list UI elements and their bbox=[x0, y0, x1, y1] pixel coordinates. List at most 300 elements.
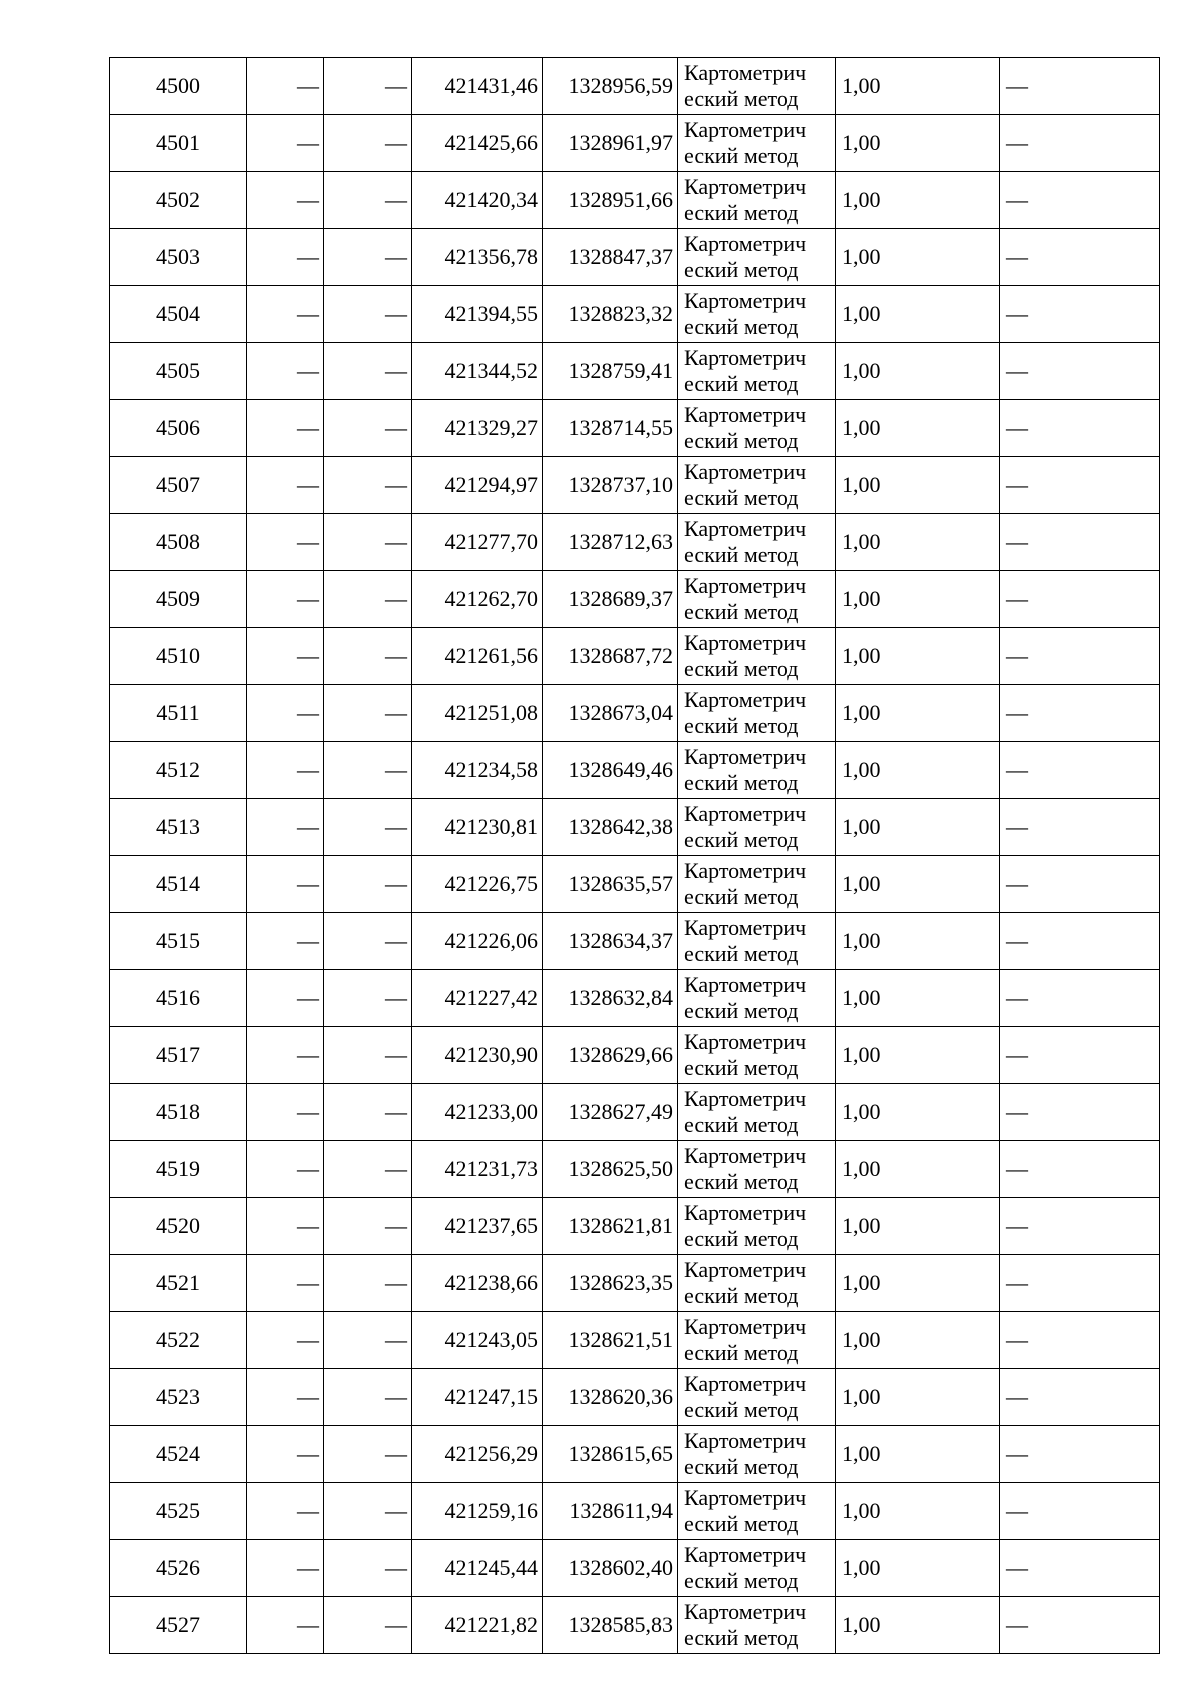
empty-dash: — bbox=[297, 244, 319, 269]
point-number: 4521 bbox=[156, 1270, 200, 1295]
point-number: 4517 bbox=[156, 1042, 200, 1067]
coordinate-y-cell bbox=[543, 400, 678, 457]
coordinate-y-cell bbox=[543, 571, 678, 628]
table-row bbox=[110, 571, 1160, 628]
coordinate-y-cell bbox=[543, 58, 678, 115]
coordinate-y-cell bbox=[543, 742, 678, 799]
empty-dash-cell bbox=[247, 799, 324, 856]
method-cell bbox=[678, 856, 836, 913]
coordinate-y-cell bbox=[543, 115, 678, 172]
coordinate-y-cell bbox=[543, 172, 678, 229]
empty-dash-cell bbox=[324, 1483, 412, 1540]
coordinate-x: 421233,00 bbox=[444, 1099, 538, 1124]
method-line-2: еский метод bbox=[684, 86, 799, 111]
coordinate-x-cell bbox=[412, 856, 543, 913]
empty-dash-cell bbox=[247, 571, 324, 628]
point-number-cell bbox=[110, 514, 247, 571]
empty-dash-cell bbox=[324, 1540, 412, 1597]
coordinate-y-cell bbox=[543, 970, 678, 1027]
method-line-1: Картометрич bbox=[684, 402, 807, 427]
coordinate-x: 421227,42 bbox=[444, 985, 538, 1010]
empty-dash-cell bbox=[1000, 856, 1160, 913]
accuracy: 1,00 bbox=[842, 985, 881, 1010]
coordinate-x: 421277,70 bbox=[444, 529, 538, 554]
point-number: 4510 bbox=[156, 643, 200, 668]
coordinate-x: 421231,73 bbox=[444, 1156, 538, 1181]
method-cell bbox=[678, 1255, 836, 1312]
empty-dash-cell bbox=[247, 1255, 324, 1312]
accuracy-cell bbox=[836, 1597, 1000, 1654]
empty-dash: — bbox=[1006, 187, 1028, 212]
method-line-1: Картометрич bbox=[684, 288, 807, 313]
accuracy-cell bbox=[836, 1426, 1000, 1483]
accuracy-cell bbox=[836, 1141, 1000, 1198]
point-number: 4520 bbox=[156, 1213, 200, 1238]
coordinate-y-cell bbox=[543, 286, 678, 343]
empty-dash: — bbox=[1006, 1555, 1028, 1580]
empty-dash: — bbox=[1006, 1042, 1028, 1067]
empty-dash: — bbox=[1006, 1441, 1028, 1466]
accuracy-cell bbox=[836, 1540, 1000, 1597]
accuracy-cell bbox=[836, 742, 1000, 799]
empty-dash: — bbox=[385, 1099, 407, 1124]
coordinate-y-cell bbox=[543, 1084, 678, 1141]
coordinate-y-cell bbox=[543, 1312, 678, 1369]
empty-dash: — bbox=[385, 529, 407, 554]
point-number: 4500 bbox=[156, 73, 200, 98]
accuracy: 1,00 bbox=[842, 700, 881, 725]
empty-dash-cell bbox=[247, 514, 324, 571]
point-number-cell bbox=[110, 286, 247, 343]
coordinate-x-cell bbox=[412, 1198, 543, 1255]
coordinate-x-cell bbox=[412, 1597, 543, 1654]
method-line-1: Картометрич bbox=[684, 231, 807, 256]
method-line-2: еский метод bbox=[684, 485, 799, 510]
coordinate-x-cell bbox=[412, 970, 543, 1027]
method-cell bbox=[678, 1312, 836, 1369]
accuracy: 1,00 bbox=[842, 472, 881, 497]
empty-dash: — bbox=[297, 301, 319, 326]
accuracy-cell bbox=[836, 400, 1000, 457]
point-number-cell bbox=[110, 1312, 247, 1369]
empty-dash: — bbox=[1006, 472, 1028, 497]
point-number: 4526 bbox=[156, 1555, 200, 1580]
empty-dash-cell bbox=[1000, 400, 1160, 457]
point-number: 4503 bbox=[156, 244, 200, 269]
coordinate-x: 421226,06 bbox=[444, 928, 538, 953]
coordinate-x: 421226,75 bbox=[444, 871, 538, 896]
empty-dash-cell bbox=[324, 172, 412, 229]
empty-dash: — bbox=[1006, 1270, 1028, 1295]
method-cell bbox=[678, 1141, 836, 1198]
empty-dash-cell bbox=[1000, 1597, 1160, 1654]
coordinate-x: 421234,58 bbox=[444, 757, 538, 782]
empty-dash: — bbox=[1006, 130, 1028, 155]
empty-dash-cell bbox=[324, 685, 412, 742]
accuracy: 1,00 bbox=[842, 1612, 881, 1637]
point-number: 4527 bbox=[156, 1612, 200, 1637]
coordinate-y: 1328635,57 bbox=[568, 871, 673, 896]
accuracy: 1,00 bbox=[842, 928, 881, 953]
method-line-1: Картометрич bbox=[684, 1371, 807, 1396]
method-cell bbox=[678, 1483, 836, 1540]
point-number-cell bbox=[110, 1483, 247, 1540]
empty-dash: — bbox=[385, 586, 407, 611]
table-row bbox=[110, 1312, 1160, 1369]
empty-dash-cell bbox=[247, 1597, 324, 1654]
empty-dash: — bbox=[385, 73, 407, 98]
point-number-cell bbox=[110, 229, 247, 286]
empty-dash-cell bbox=[247, 628, 324, 685]
empty-dash-cell bbox=[1000, 286, 1160, 343]
method-line-1: Картометрич bbox=[684, 1314, 807, 1339]
method-line-1: Картометрич bbox=[684, 573, 807, 598]
point-number-cell bbox=[110, 172, 247, 229]
coordinate-y-cell bbox=[543, 229, 678, 286]
accuracy: 1,00 bbox=[842, 1270, 881, 1295]
empty-dash: — bbox=[385, 244, 407, 269]
empty-dash-cell bbox=[247, 172, 324, 229]
point-number: 4506 bbox=[156, 415, 200, 440]
empty-dash-cell bbox=[247, 343, 324, 400]
empty-dash: — bbox=[297, 358, 319, 383]
method-cell bbox=[678, 514, 836, 571]
empty-dash: — bbox=[297, 586, 319, 611]
empty-dash: — bbox=[385, 187, 407, 212]
empty-dash: — bbox=[385, 1213, 407, 1238]
accuracy-cell bbox=[836, 343, 1000, 400]
empty-dash-cell bbox=[324, 58, 412, 115]
empty-dash-cell bbox=[324, 1027, 412, 1084]
coordinate-x: 421221,82 bbox=[444, 1612, 538, 1637]
method-cell bbox=[678, 1540, 836, 1597]
method-cell bbox=[678, 1369, 836, 1426]
empty-dash-cell bbox=[247, 856, 324, 913]
empty-dash-cell bbox=[1000, 172, 1160, 229]
empty-dash: — bbox=[297, 700, 319, 725]
accuracy-cell bbox=[836, 628, 1000, 685]
empty-dash-cell bbox=[247, 685, 324, 742]
accuracy: 1,00 bbox=[842, 871, 881, 896]
method-line-1: Картометрич bbox=[684, 459, 807, 484]
empty-dash-cell bbox=[324, 1255, 412, 1312]
coordinate-x: 421245,44 bbox=[444, 1555, 538, 1580]
empty-dash-cell bbox=[1000, 58, 1160, 115]
empty-dash-cell bbox=[1000, 913, 1160, 970]
method-line-1: Картометрич bbox=[684, 1086, 807, 1111]
method-line-2: еский метод bbox=[684, 1568, 799, 1593]
empty-dash-cell bbox=[1000, 1312, 1160, 1369]
coordinate-x-cell bbox=[412, 1255, 543, 1312]
method-cell bbox=[678, 685, 836, 742]
empty-dash: — bbox=[297, 1555, 319, 1580]
table-row bbox=[110, 742, 1160, 799]
method-line-1: Картометрич bbox=[684, 801, 807, 826]
accuracy: 1,00 bbox=[842, 643, 881, 668]
accuracy-cell bbox=[836, 913, 1000, 970]
point-number: 4525 bbox=[156, 1498, 200, 1523]
empty-dash: — bbox=[1006, 244, 1028, 269]
point-number: 4501 bbox=[156, 130, 200, 155]
empty-dash-cell bbox=[324, 913, 412, 970]
point-number: 4515 bbox=[156, 928, 200, 953]
coordinate-y: 1328673,04 bbox=[568, 700, 673, 725]
point-number-cell bbox=[110, 58, 247, 115]
method-line-2: еский метод bbox=[684, 827, 799, 852]
coordinate-y-cell bbox=[543, 1141, 678, 1198]
coordinate-x-cell bbox=[412, 457, 543, 514]
method-line-2: еский метод bbox=[684, 941, 799, 966]
empty-dash: — bbox=[297, 1270, 319, 1295]
accuracy: 1,00 bbox=[842, 1498, 881, 1523]
method-line-2: еский метод bbox=[684, 314, 799, 339]
empty-dash: — bbox=[385, 1441, 407, 1466]
empty-dash-cell bbox=[324, 1312, 412, 1369]
empty-dash-cell bbox=[1000, 1084, 1160, 1141]
coordinate-x-cell bbox=[412, 514, 543, 571]
method-cell bbox=[678, 1426, 836, 1483]
accuracy: 1,00 bbox=[842, 1441, 881, 1466]
coordinate-x-cell bbox=[412, 343, 543, 400]
coordinate-y: 1328642,38 bbox=[568, 814, 673, 839]
point-number: 4509 bbox=[156, 586, 200, 611]
coordinate-x-cell bbox=[412, 1141, 543, 1198]
coordinate-y: 1328649,46 bbox=[568, 757, 673, 782]
empty-dash-cell bbox=[1000, 571, 1160, 628]
empty-dash-cell bbox=[247, 1198, 324, 1255]
coordinate-y: 1328634,37 bbox=[568, 928, 673, 953]
accuracy: 1,00 bbox=[842, 1156, 881, 1181]
coordinate-y-cell bbox=[543, 1198, 678, 1255]
accuracy-cell bbox=[836, 1369, 1000, 1426]
coordinate-y: 1328615,65 bbox=[568, 1441, 673, 1466]
empty-dash: — bbox=[297, 928, 319, 953]
empty-dash-cell bbox=[1000, 970, 1160, 1027]
method-line-1: Картометрич bbox=[684, 1428, 807, 1453]
point-number-cell bbox=[110, 970, 247, 1027]
empty-dash: — bbox=[385, 928, 407, 953]
empty-dash-cell bbox=[324, 970, 412, 1027]
method-line-2: еский метод bbox=[684, 1226, 799, 1251]
method-line-2: еский метод bbox=[684, 542, 799, 567]
point-number-cell bbox=[110, 1369, 247, 1426]
empty-dash-cell bbox=[247, 457, 324, 514]
empty-dash: — bbox=[385, 472, 407, 497]
empty-dash: — bbox=[1006, 1498, 1028, 1523]
coordinate-x-cell bbox=[412, 1312, 543, 1369]
empty-dash-cell bbox=[324, 856, 412, 913]
accuracy-cell bbox=[836, 1084, 1000, 1141]
accuracy-cell bbox=[836, 970, 1000, 1027]
coordinate-y: 1328961,97 bbox=[568, 130, 673, 155]
accuracy-cell bbox=[836, 58, 1000, 115]
point-number-cell bbox=[110, 1027, 247, 1084]
empty-dash: — bbox=[1006, 928, 1028, 953]
coordinate-x-cell bbox=[412, 286, 543, 343]
empty-dash: — bbox=[1006, 1612, 1028, 1637]
point-number-cell bbox=[110, 400, 247, 457]
empty-dash: — bbox=[385, 700, 407, 725]
point-number-cell bbox=[110, 457, 247, 514]
method-cell bbox=[678, 286, 836, 343]
method-cell bbox=[678, 457, 836, 514]
point-number: 4504 bbox=[156, 301, 200, 326]
empty-dash: — bbox=[385, 1327, 407, 1352]
coordinate-x: 421420,34 bbox=[444, 187, 538, 212]
empty-dash-cell bbox=[324, 400, 412, 457]
empty-dash-cell bbox=[1000, 457, 1160, 514]
empty-dash-cell bbox=[1000, 115, 1160, 172]
empty-dash: — bbox=[297, 1441, 319, 1466]
empty-dash: — bbox=[1006, 1213, 1028, 1238]
coordinate-x-cell bbox=[412, 229, 543, 286]
coordinate-y: 1328712,63 bbox=[568, 529, 673, 554]
method-line-2: еский метод bbox=[684, 1112, 799, 1137]
empty-dash: — bbox=[1006, 1099, 1028, 1124]
empty-dash: — bbox=[297, 415, 319, 440]
empty-dash-cell bbox=[324, 115, 412, 172]
method-line-1: Картометрич bbox=[684, 345, 807, 370]
method-line-2: еский метод bbox=[684, 257, 799, 282]
empty-dash: — bbox=[1006, 700, 1028, 725]
coordinate-y: 1328687,72 bbox=[568, 643, 673, 668]
table-row bbox=[110, 628, 1160, 685]
empty-dash: — bbox=[385, 1555, 407, 1580]
method-line-1: Картометрич bbox=[684, 1143, 807, 1168]
method-line-1: Картометрич bbox=[684, 174, 807, 199]
empty-dash: — bbox=[297, 985, 319, 1010]
method-line-2: еский метод bbox=[684, 884, 799, 909]
table-row bbox=[110, 343, 1160, 400]
accuracy: 1,00 bbox=[842, 130, 881, 155]
empty-dash-cell bbox=[247, 742, 324, 799]
point-number: 4511 bbox=[156, 700, 200, 725]
empty-dash-cell bbox=[247, 913, 324, 970]
coordinate-y-cell bbox=[543, 1426, 678, 1483]
method-line-1: Картометрич bbox=[684, 1029, 807, 1054]
point-number-cell bbox=[110, 1426, 247, 1483]
accuracy-cell bbox=[836, 1483, 1000, 1540]
point-number-cell bbox=[110, 1540, 247, 1597]
method-cell bbox=[678, 1597, 836, 1654]
empty-dash-cell bbox=[247, 1312, 324, 1369]
coordinate-x: 421431,46 bbox=[444, 73, 538, 98]
empty-dash-cell bbox=[247, 970, 324, 1027]
coordinate-y-cell bbox=[543, 913, 678, 970]
point-number: 4516 bbox=[156, 985, 200, 1010]
empty-dash: — bbox=[1006, 814, 1028, 839]
empty-dash: — bbox=[385, 1270, 407, 1295]
empty-dash: — bbox=[1006, 985, 1028, 1010]
method-line-2: еский метод bbox=[684, 599, 799, 624]
coordinate-x: 421230,90 bbox=[444, 1042, 538, 1067]
method-cell bbox=[678, 970, 836, 1027]
empty-dash: — bbox=[297, 757, 319, 782]
coordinate-y: 1328847,37 bbox=[568, 244, 673, 269]
table-row bbox=[110, 1141, 1160, 1198]
accuracy: 1,00 bbox=[842, 73, 881, 98]
coordinate-x: 421425,66 bbox=[444, 130, 538, 155]
empty-dash-cell bbox=[247, 229, 324, 286]
method-cell bbox=[678, 799, 836, 856]
empty-dash: — bbox=[385, 1612, 407, 1637]
coordinate-x-cell bbox=[412, 1540, 543, 1597]
method-line-2: еский метод bbox=[684, 1340, 799, 1365]
empty-dash-cell bbox=[1000, 343, 1160, 400]
empty-dash: — bbox=[385, 985, 407, 1010]
accuracy-cell bbox=[836, 514, 1000, 571]
method-line-1: Картометрич bbox=[684, 117, 807, 142]
table-row bbox=[110, 1426, 1160, 1483]
empty-dash: — bbox=[297, 472, 319, 497]
accuracy-cell bbox=[836, 229, 1000, 286]
method-line-1: Картометрич bbox=[684, 972, 807, 997]
empty-dash-cell bbox=[324, 514, 412, 571]
table-row bbox=[110, 1027, 1160, 1084]
accuracy: 1,00 bbox=[842, 1213, 881, 1238]
method-cell bbox=[678, 58, 836, 115]
method-line-2: еский метод bbox=[684, 428, 799, 453]
coordinate-y-cell bbox=[543, 1540, 678, 1597]
coordinate-y-cell bbox=[543, 856, 678, 913]
empty-dash: — bbox=[1006, 73, 1028, 98]
empty-dash: — bbox=[1006, 871, 1028, 896]
empty-dash: — bbox=[385, 1156, 407, 1181]
accuracy: 1,00 bbox=[842, 814, 881, 839]
method-line-2: еский метод bbox=[684, 1511, 799, 1536]
method-line-1: Картометрич bbox=[684, 915, 807, 940]
table-row bbox=[110, 856, 1160, 913]
empty-dash-cell bbox=[324, 286, 412, 343]
table-row bbox=[110, 799, 1160, 856]
empty-dash-cell bbox=[247, 58, 324, 115]
coordinate-x: 421329,27 bbox=[444, 415, 538, 440]
coordinate-x: 421261,56 bbox=[444, 643, 538, 668]
empty-dash-cell bbox=[1000, 799, 1160, 856]
empty-dash: — bbox=[297, 1384, 319, 1409]
table-row bbox=[110, 400, 1160, 457]
method-line-2: еский метод bbox=[684, 1283, 799, 1308]
table-row bbox=[110, 457, 1160, 514]
coordinate-y: 1328823,32 bbox=[568, 301, 673, 326]
point-number: 4522 bbox=[156, 1327, 200, 1352]
empty-dash: — bbox=[1006, 529, 1028, 554]
table-row bbox=[110, 115, 1160, 172]
table-row bbox=[110, 1369, 1160, 1426]
empty-dash: — bbox=[297, 187, 319, 212]
method-line-1: Картометрич bbox=[684, 1599, 807, 1624]
method-line-1: Картометрич bbox=[684, 1257, 807, 1282]
method-line-2: еский метод bbox=[684, 371, 799, 396]
empty-dash-cell bbox=[324, 799, 412, 856]
empty-dash-cell bbox=[1000, 1141, 1160, 1198]
method-line-2: еский метод bbox=[684, 656, 799, 681]
point-number: 4507 bbox=[156, 472, 200, 497]
empty-dash-cell bbox=[1000, 1426, 1160, 1483]
empty-dash: — bbox=[1006, 301, 1028, 326]
coordinate-x-cell bbox=[412, 799, 543, 856]
coordinate-y: 1328585,83 bbox=[568, 1612, 673, 1637]
empty-dash: — bbox=[297, 1213, 319, 1238]
accuracy: 1,00 bbox=[842, 1042, 881, 1067]
empty-dash-cell bbox=[324, 343, 412, 400]
table-row bbox=[110, 1597, 1160, 1654]
accuracy: 1,00 bbox=[842, 757, 881, 782]
accuracy: 1,00 bbox=[842, 1384, 881, 1409]
empty-dash-cell bbox=[324, 571, 412, 628]
accuracy-cell bbox=[836, 286, 1000, 343]
empty-dash: — bbox=[1006, 643, 1028, 668]
